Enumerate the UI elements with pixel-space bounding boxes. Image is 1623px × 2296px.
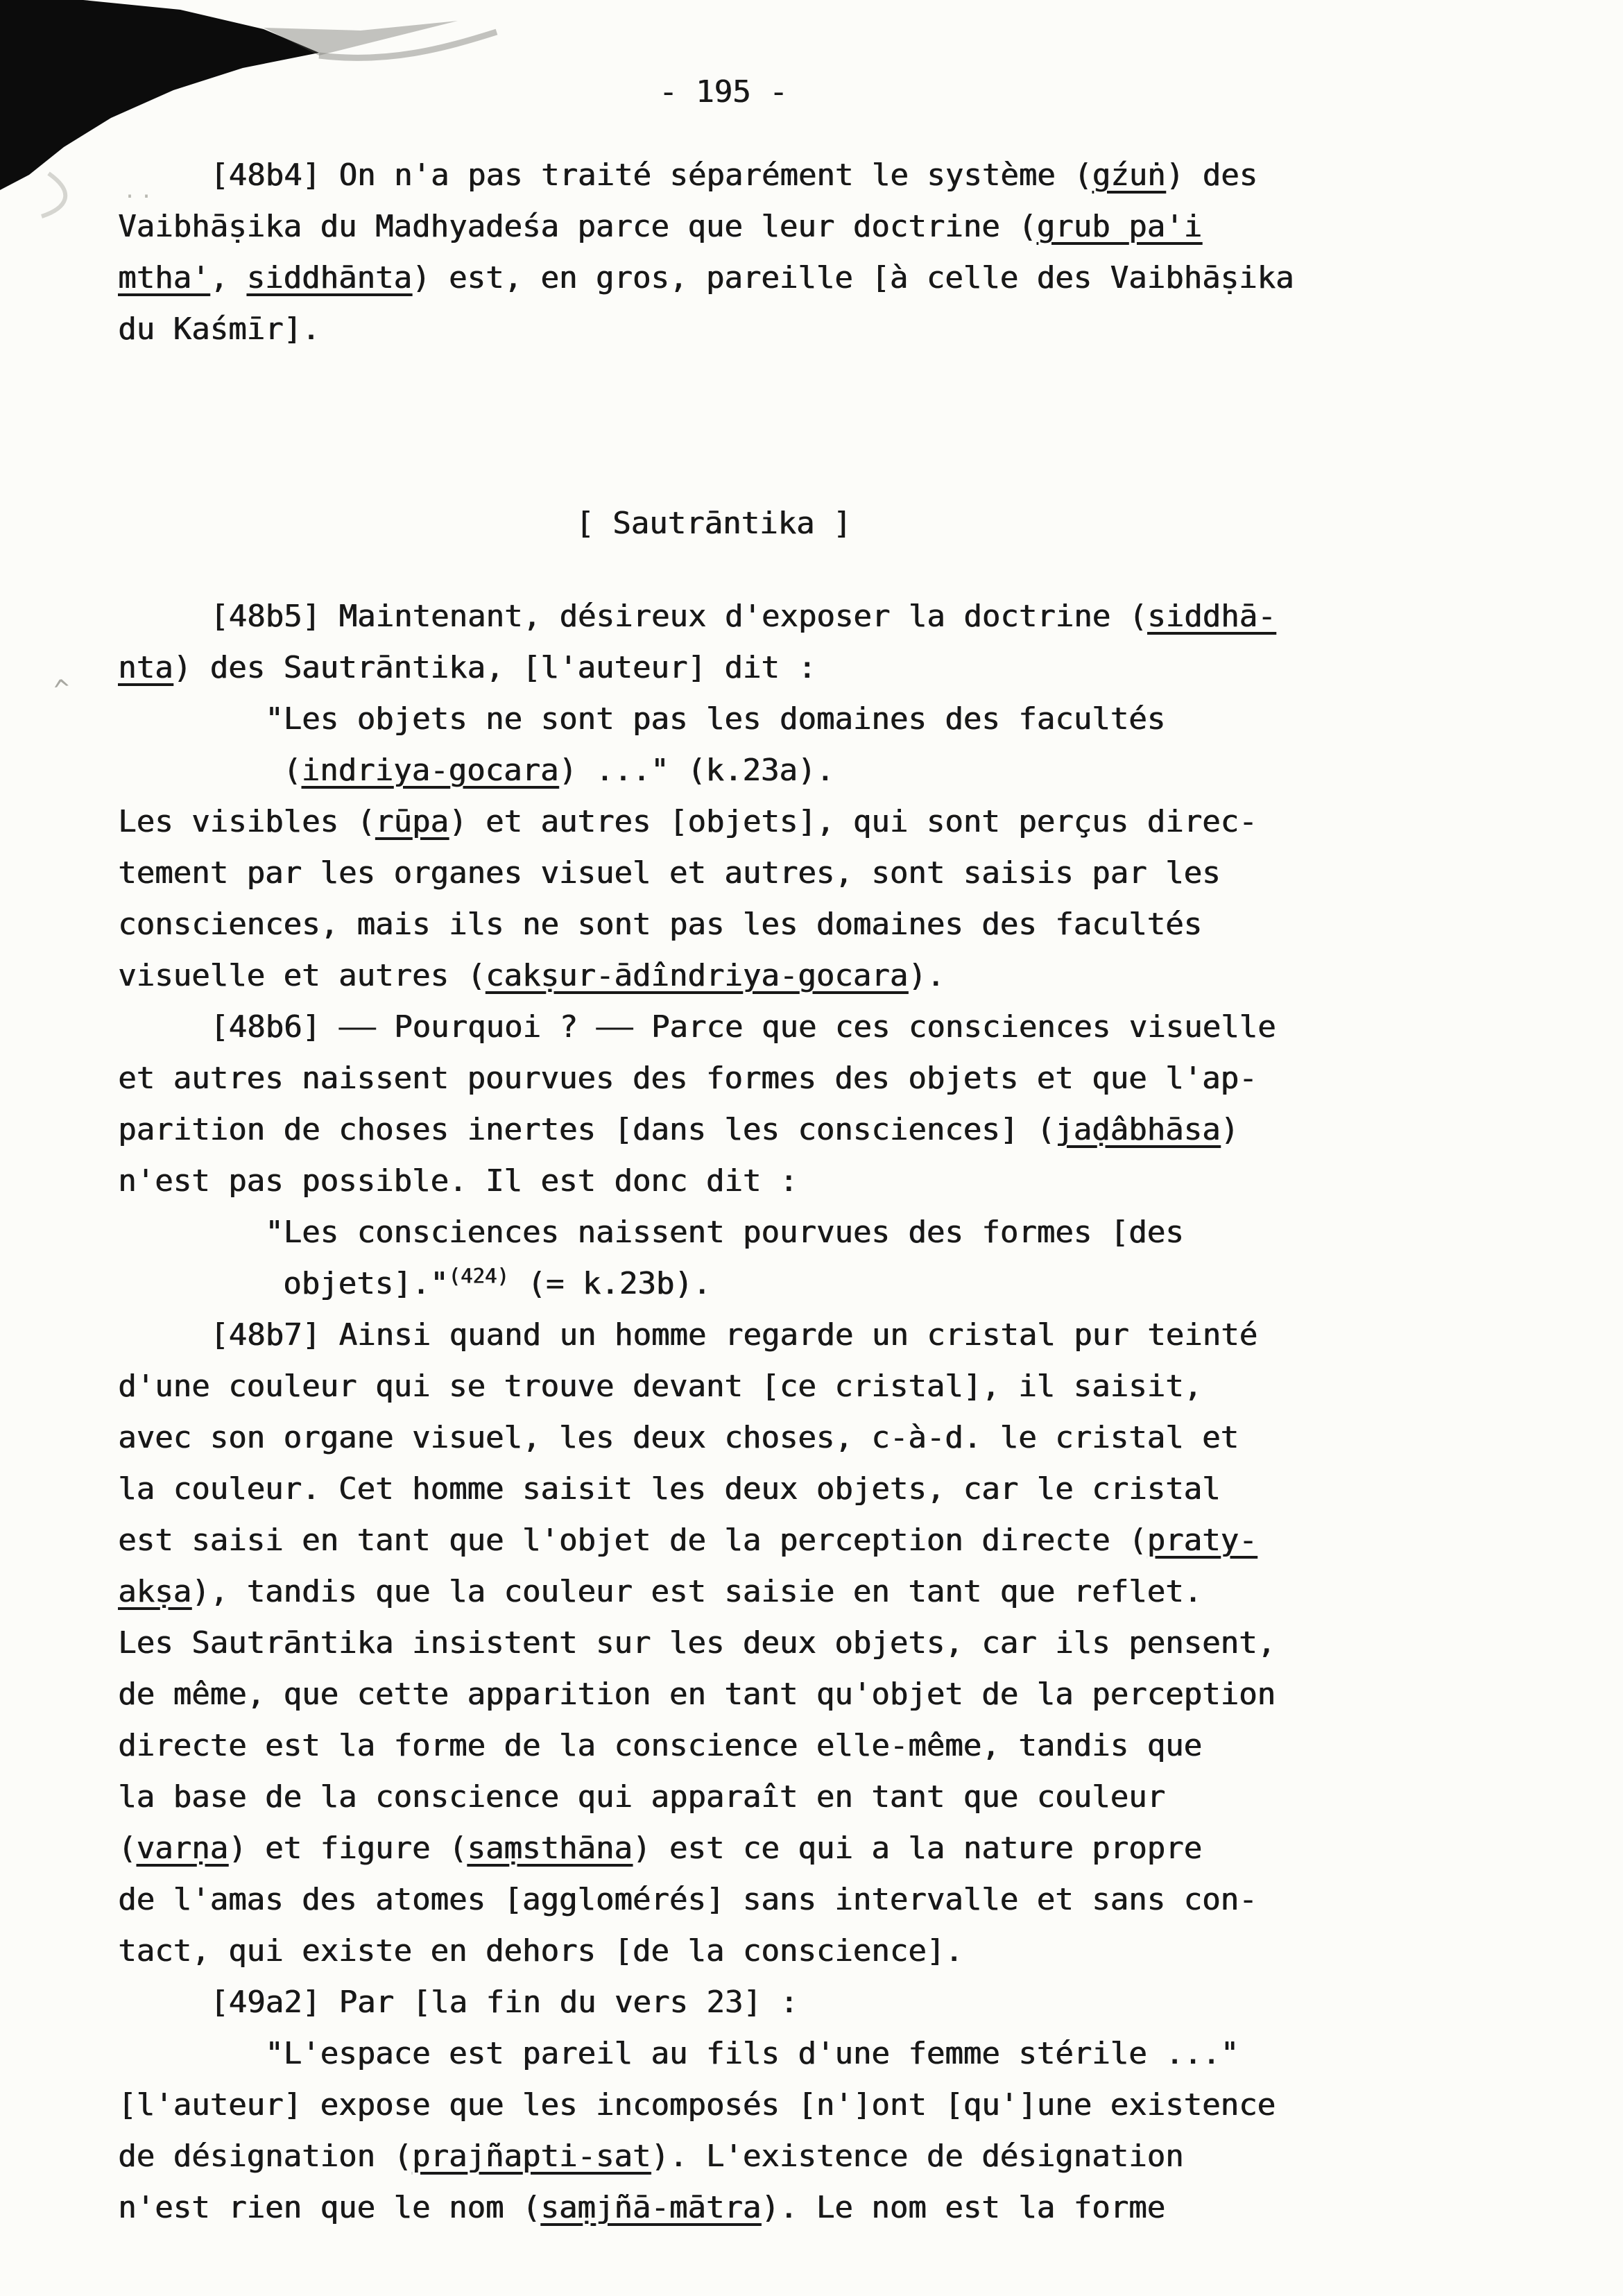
- text-run: ) est ce qui a la nature propre: [632, 1831, 1202, 1866]
- text-run: du Kaśmīr].: [118, 311, 320, 347]
- text-run: ). Le nom est la forme: [761, 2190, 1165, 2225]
- text-line: [118, 252, 1588, 304]
- underlined-term: saṃsthāna: [467, 1831, 633, 1866]
- text-run: la couleur. Cet homme saisit les deux objets, car le cristal: [118, 1471, 1221, 1507]
- text-line: [118, 848, 1588, 899]
- text-line: [118, 1618, 1588, 1669]
- text-line: [118, 1412, 1588, 1464]
- text-line: [118, 1361, 1588, 1412]
- text-run: de même, que cette apparition en tant qu'objet de la perception: [118, 1677, 1276, 1712]
- section-heading: [118, 498, 1588, 549]
- text-line: [118, 1977, 1588, 2028]
- text-run: d'une couleur qui se trouve devant [ce cristal], il saisit,: [118, 1369, 1202, 1404]
- text-run: ) des Sautrāntika, [l'auteur] dit :: [173, 650, 816, 685]
- text-run: [49a2] Par [la fin du vers 23] :: [210, 1985, 798, 2020]
- underlined-term: varṇa: [136, 1831, 228, 1866]
- text-line: [118, 1926, 1588, 1977]
- underlined-term: siddhānta: [246, 260, 412, 295]
- text-line: [118, 1104, 1588, 1156]
- text-run: ): [1220, 1112, 1239, 1147]
- text-run: [ Sautrāntika ]: [576, 506, 852, 541]
- underlined-term: prajñapti-sat: [411, 2139, 651, 2174]
- text-run: consciences, mais ils ne sont pas les domaines des facultés: [118, 907, 1202, 942]
- text-run: "L'espace est pareil au fils d'une femme stérile ...": [265, 2036, 1239, 2071]
- underlined-term: jaḍâbhāsa: [1055, 1112, 1221, 1147]
- text-run: [48b4] On n'a pas traité séparément le système (: [210, 157, 1092, 193]
- text-run: (: [283, 753, 302, 788]
- text-run: visuelle et autres (: [118, 958, 486, 993]
- text-line: [118, 2182, 1588, 2234]
- text-run: (: [118, 1831, 137, 1866]
- text-run: ) ..." (k.23a).: [558, 753, 834, 788]
- stray-mark-artifact: ^: [52, 673, 72, 706]
- text-run: ), tandis que la couleur est saisie en tant que reflet.: [191, 1574, 1202, 1609]
- text-line: [118, 1053, 1588, 1104]
- text-run: tement par les organes visuel et autres, sont saisis par les: [118, 855, 1221, 891]
- text-run: tact, qui existe en dehors [de la conscience].: [118, 1933, 963, 1969]
- text-line: [118, 1207, 1588, 1258]
- text-line: [118, 1515, 1588, 1566]
- text-line: [118, 694, 1588, 745]
- text-run: "Les consciences naissent pourvues des formes [des: [265, 1215, 1184, 1250]
- text-run: ) est, en gros, pareille [à celle des Vaibhāṣika: [411, 260, 1294, 295]
- text-line: [118, 2080, 1588, 2131]
- text-line: [118, 304, 1588, 355]
- footnote-reference: (424): [448, 1264, 509, 1288]
- underlined-term: rūpa: [375, 804, 449, 839]
- text-line: [118, 1720, 1588, 1772]
- text-run: (= k.23b).: [508, 1266, 712, 1301]
- text-run: [48b6] —— Pourquoi ? —— Parce que ces consciences visuelle: [210, 1009, 1276, 1045]
- text-body: [118, 67, 1588, 2234]
- text-line: [118, 201, 1588, 252]
- text-run: avec son organe visuel, les deux choses, c-à-d. le cristal et: [118, 1420, 1239, 1455]
- underlined-term: siddhā-: [1147, 599, 1276, 634]
- text-run: ) des: [1165, 157, 1257, 193]
- text-line: [118, 1002, 1588, 1053]
- speck-artifact: ..: [123, 179, 157, 203]
- text-run: n'est pas possible. Il est donc dit :: [118, 1163, 798, 1199]
- text-run: n'est rien que le nom (: [118, 2190, 541, 2225]
- text-line: [118, 150, 1588, 201]
- text-line: [118, 1669, 1588, 1720]
- text-line: [118, 950, 1588, 1002]
- text-run: objets].": [283, 1266, 449, 1301]
- underlined-term: grub pa'i: [1036, 209, 1202, 244]
- text-run: de l'amas des atomes [agglomérés] sans intervalle et sans con-: [118, 1882, 1257, 1917]
- text-line: [118, 1823, 1588, 1874]
- underlined-term: indriya-gocara: [301, 753, 559, 788]
- text-line: [118, 2028, 1588, 2080]
- underlined-term: praty-: [1147, 1523, 1257, 1558]
- text-line: [118, 899, 1588, 950]
- text-run: ) et figure (: [227, 1831, 467, 1866]
- underlined-term: akṣa: [118, 1574, 191, 1609]
- text-line: [118, 1874, 1588, 1926]
- text-run: Les visibles (: [118, 804, 375, 839]
- text-line: [118, 2131, 1588, 2182]
- underlined-term: saṃjñā-mātra: [540, 2190, 762, 2225]
- underlined-term: nta: [118, 650, 173, 685]
- text-run: ).: [908, 958, 945, 993]
- text-run: est saisi en tant que l'objet de la perception directe (: [118, 1523, 1147, 1558]
- text-line: [118, 1310, 1588, 1361]
- text-line: [118, 1566, 1588, 1618]
- text-run: directe est la forme de la conscience elle-même, tandis que: [118, 1728, 1202, 1763]
- text-run: et autres naissent pourvues des formes des objets et que l'ap-: [118, 1061, 1257, 1096]
- text-run: parition de choses inertes [dans les consciences] (: [118, 1112, 1056, 1147]
- text-run: la base de la conscience qui apparaît en tant que couleur: [118, 1779, 1165, 1815]
- text-run: ). L'existence de désignation: [651, 2139, 1184, 2174]
- underlined-term: mtha': [118, 260, 210, 295]
- text-line: [118, 1772, 1588, 1823]
- text-run: ,: [209, 260, 247, 295]
- text-run: ) et autres [objets], qui sont perçus direc-: [448, 804, 1257, 839]
- text-run: "Les objets ne sont pas les domaines des facultés: [265, 701, 1166, 737]
- text-line: [118, 1464, 1588, 1515]
- underlined-term: cakṣur-ādîndriya-gocara: [485, 958, 909, 993]
- page-number: - 195 -: [659, 74, 788, 110]
- text-run: [l'auteur] expose que les incomposés [n']ont [qu']une existence: [118, 2087, 1276, 2123]
- text-line: [118, 796, 1588, 848]
- underlined-term: gźuṅ: [1092, 157, 1166, 193]
- text-line: [118, 642, 1588, 694]
- text-run: Les Sautrāntika insistent sur les deux objets, car ils pensent,: [118, 1625, 1276, 1661]
- text-run: de désignation (: [118, 2139, 412, 2174]
- text-line: [118, 745, 1588, 796]
- text-line: [118, 1156, 1588, 1207]
- text-line: [118, 1258, 1588, 1310]
- text-line: [118, 591, 1588, 642]
- text-run: [48b5] Maintenant, désireux d'exposer la doctrine (: [210, 599, 1148, 634]
- text-run: Vaibhāṣika du Madhyadeśa parce que leur doctrine (: [118, 209, 1037, 244]
- text-run: [48b7] Ainsi quand un homme regarde un cristal pur teinté: [210, 1317, 1257, 1353]
